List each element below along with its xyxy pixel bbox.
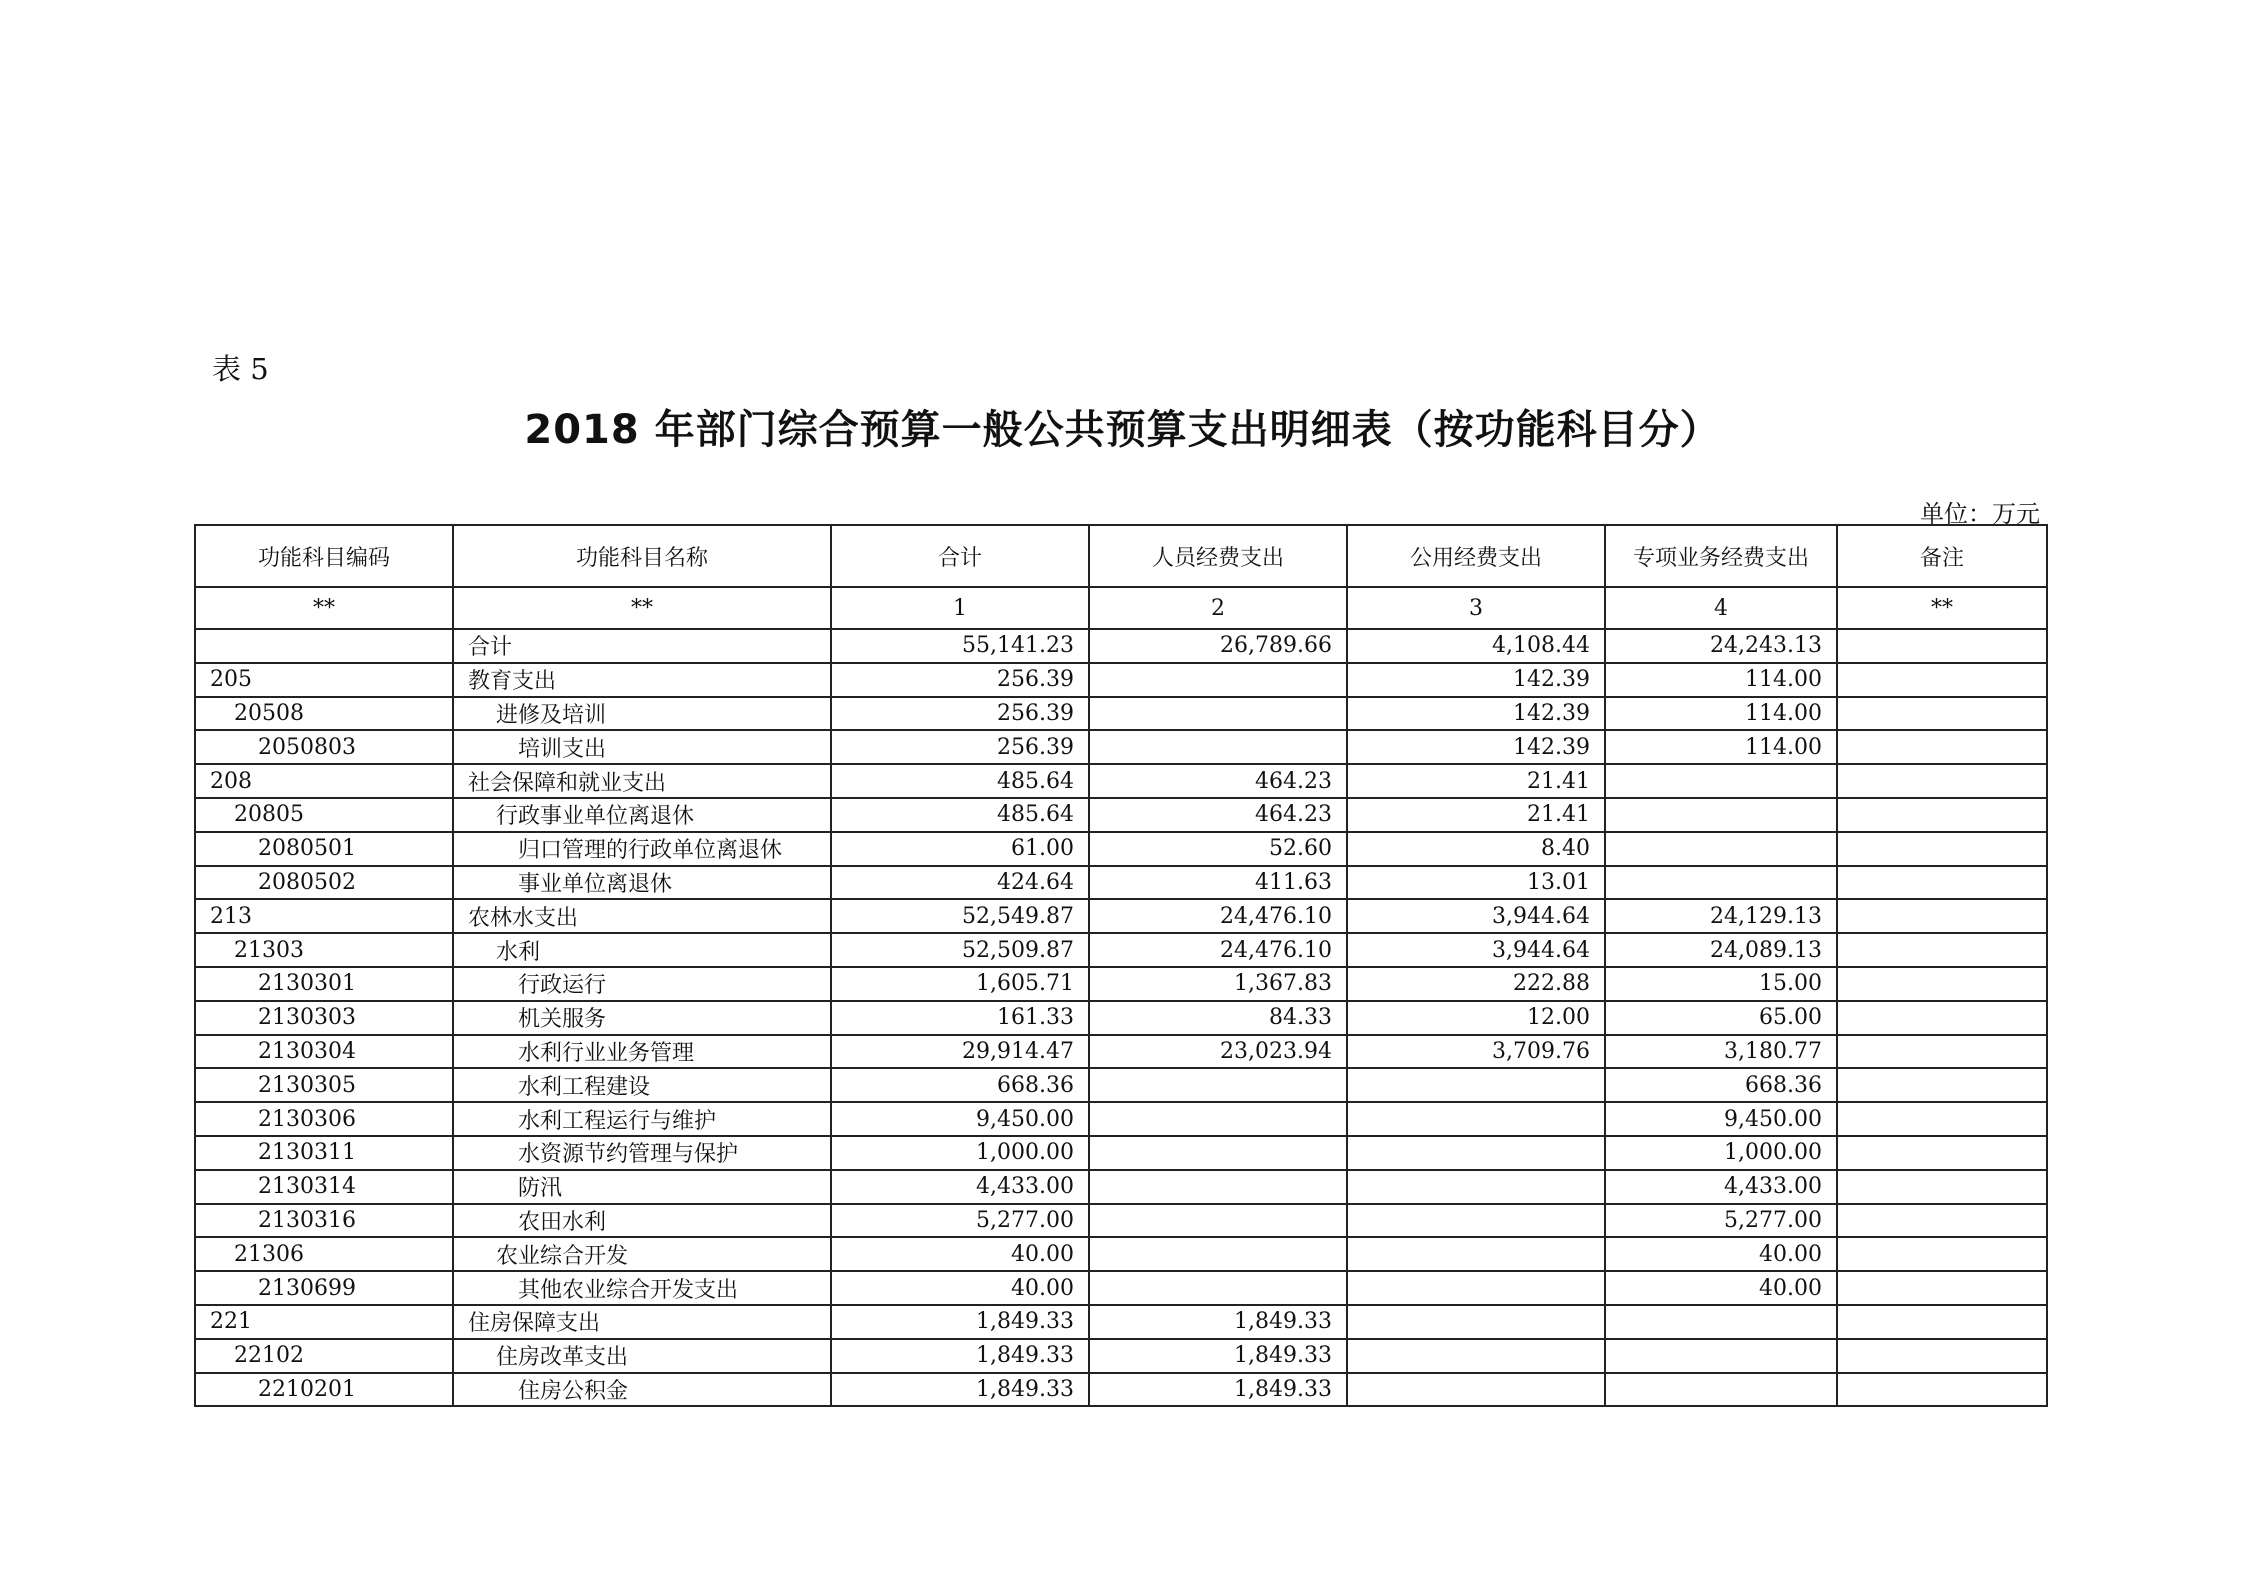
index-row (195, 587, 2047, 629)
cell-total: 40.00 (831, 1271, 1089, 1305)
cell-remarks (1837, 967, 2047, 1001)
cell-special (1605, 764, 1837, 798)
cell-code: 205 (195, 663, 453, 697)
cell-name: 培训支出 (453, 730, 831, 764)
cell-special: 9,450.00 (1605, 1102, 1837, 1136)
cell-personnel (1089, 697, 1347, 731)
cell-public (1347, 1237, 1605, 1271)
cell-public: 4,108.44 (1347, 629, 1605, 663)
header-code: 功能科目编码 (195, 525, 453, 587)
table-row (195, 697, 2047, 731)
cell-total: 256.39 (831, 730, 1089, 764)
header-special: 专项业务经费支出 (1605, 525, 1837, 587)
cell-remarks (1837, 629, 2047, 663)
cell-remarks (1837, 1068, 2047, 1102)
cell-remarks (1837, 1271, 2047, 1305)
cell-name: 防汛 (453, 1170, 831, 1204)
unit-label: 单位：万元 (1920, 500, 2040, 528)
cell-code: 2210201 (195, 1373, 453, 1407)
table-row (195, 663, 2047, 697)
cell-remarks (1837, 1170, 2047, 1204)
header-remarks: 备注 (1837, 525, 2047, 587)
cell-total: 1,849.33 (831, 1339, 1089, 1373)
table-row (195, 798, 2047, 832)
cell-code: 2130305 (195, 1068, 453, 1102)
table-row (195, 1305, 2047, 1339)
cell-remarks (1837, 1001, 2047, 1035)
cell-name: 归口管理的行政单位离退休 (453, 832, 831, 866)
table-row (195, 1237, 2047, 1271)
cell-code: 2130301 (195, 967, 453, 1001)
cell-personnel: 1,849.33 (1089, 1339, 1347, 1373)
cell-code: 2130306 (195, 1102, 453, 1136)
cell-personnel: 26,789.66 (1089, 629, 1347, 663)
cell-remarks (1837, 1237, 2047, 1271)
cell-name: 住房公积金 (453, 1373, 831, 1407)
cell-code: 2080502 (195, 866, 453, 900)
cell-personnel: 24,476.10 (1089, 899, 1347, 933)
cell-public: 12.00 (1347, 1001, 1605, 1035)
cell-special: 40.00 (1605, 1237, 1837, 1271)
cell-total: 40.00 (831, 1237, 1089, 1271)
cell-remarks (1837, 866, 2047, 900)
table-row (195, 1170, 2047, 1204)
document-title: 2018 年部门综合预算一般公共预算支出明细表（按功能科目分） (524, 407, 1721, 453)
cell-total: 61.00 (831, 832, 1089, 866)
cell-name: 其他农业综合开发支出 (453, 1271, 831, 1305)
cell-personnel: 84.33 (1089, 1001, 1347, 1035)
cell-remarks (1837, 1204, 2047, 1238)
cell-personnel (1089, 1204, 1347, 1238)
cell-total: 1,000.00 (831, 1136, 1089, 1170)
cell-special: 15.00 (1605, 967, 1837, 1001)
cell-personnel (1089, 730, 1347, 764)
cell-name: 住房保障支出 (453, 1305, 831, 1339)
cell-special (1605, 1305, 1837, 1339)
cell-public: 3,709.76 (1347, 1035, 1605, 1069)
cell-code: 2130303 (195, 1001, 453, 1035)
cell-remarks (1837, 1339, 2047, 1373)
cell-special: 24,243.13 (1605, 629, 1837, 663)
cell-remarks (1837, 1305, 2047, 1339)
table-row (195, 1339, 2047, 1373)
header-public: 公用经费支出 (1347, 525, 1605, 587)
cell-total: 5,277.00 (831, 1204, 1089, 1238)
cell-remarks (1837, 1373, 2047, 1407)
cell-remarks (1837, 730, 2047, 764)
cell-special: 24,089.13 (1605, 933, 1837, 967)
cell-remarks (1837, 697, 2047, 731)
cell-code: 21306 (195, 1237, 453, 1271)
header-name: 功能科目名称 (453, 525, 831, 587)
cell-personnel (1089, 1271, 1347, 1305)
header-personnel: 人员经费支出 (1089, 525, 1347, 587)
cell-remarks (1837, 1102, 2047, 1136)
cell-personnel: 1,849.33 (1089, 1373, 1347, 1407)
index-public: 3 (1347, 587, 1605, 629)
budget-table (194, 524, 2048, 1407)
cell-public (1347, 1136, 1605, 1170)
cell-code: 2080501 (195, 832, 453, 866)
index-remarks: ** (1837, 587, 2047, 629)
table-label: 表 5 (212, 352, 269, 386)
cell-public: 142.39 (1347, 697, 1605, 731)
cell-special: 40.00 (1605, 1271, 1837, 1305)
cell-personnel (1089, 1136, 1347, 1170)
cell-name: 社会保障和就业支出 (453, 764, 831, 798)
cell-personnel (1089, 1068, 1347, 1102)
cell-name: 合计 (453, 629, 831, 663)
cell-personnel (1089, 1102, 1347, 1136)
cell-total: 424.64 (831, 866, 1089, 900)
table-row (195, 832, 2047, 866)
cell-total: 55,141.23 (831, 629, 1089, 663)
index-name: ** (453, 587, 831, 629)
cell-personnel: 1,849.33 (1089, 1305, 1347, 1339)
table-row (195, 764, 2047, 798)
cell-name: 水利工程运行与维护 (453, 1102, 831, 1136)
cell-code: 221 (195, 1305, 453, 1339)
table-row (195, 1001, 2047, 1035)
cell-code: 2130314 (195, 1170, 453, 1204)
cell-public: 3,944.64 (1347, 899, 1605, 933)
cell-public: 3,944.64 (1347, 933, 1605, 967)
cell-code: 208 (195, 764, 453, 798)
cell-public (1347, 1339, 1605, 1373)
cell-personnel: 24,476.10 (1089, 933, 1347, 967)
table-row (195, 1102, 2047, 1136)
table-row (195, 730, 2047, 764)
cell-total: 256.39 (831, 663, 1089, 697)
cell-special (1605, 866, 1837, 900)
table-row (195, 1204, 2047, 1238)
cell-total: 485.64 (831, 798, 1089, 832)
cell-name: 农林水支出 (453, 899, 831, 933)
table-body (195, 629, 2047, 1406)
cell-name: 行政事业单位离退休 (453, 798, 831, 832)
cell-personnel: 464.23 (1089, 798, 1347, 832)
cell-total: 1,605.71 (831, 967, 1089, 1001)
cell-code: 21303 (195, 933, 453, 967)
cell-name: 教育支出 (453, 663, 831, 697)
cell-total: 256.39 (831, 697, 1089, 731)
cell-special: 24,129.13 (1605, 899, 1837, 933)
cell-code: 2130316 (195, 1204, 453, 1238)
cell-personnel: 23,023.94 (1089, 1035, 1347, 1069)
cell-remarks (1837, 899, 2047, 933)
cell-remarks (1837, 798, 2047, 832)
cell-public: 142.39 (1347, 730, 1605, 764)
table-row (195, 866, 2047, 900)
cell-name: 农业综合开发 (453, 1237, 831, 1271)
cell-remarks (1837, 1035, 2047, 1069)
header-total: 合计 (831, 525, 1089, 587)
cell-remarks (1837, 1136, 2047, 1170)
cell-public (1347, 1373, 1605, 1407)
cell-special (1605, 832, 1837, 866)
index-special: 4 (1605, 587, 1837, 629)
table-row (195, 1136, 2047, 1170)
cell-code: 20508 (195, 697, 453, 731)
cell-code: 213 (195, 899, 453, 933)
cell-public (1347, 1068, 1605, 1102)
cell-remarks (1837, 832, 2047, 866)
cell-special (1605, 1339, 1837, 1373)
cell-code: 22102 (195, 1339, 453, 1373)
cell-personnel (1089, 1170, 1347, 1204)
cell-code: 20805 (195, 798, 453, 832)
cell-public: 13.01 (1347, 866, 1605, 900)
table-row (195, 967, 2047, 1001)
cell-personnel (1089, 1237, 1347, 1271)
cell-public (1347, 1204, 1605, 1238)
cell-special: 114.00 (1605, 663, 1837, 697)
cell-special: 5,277.00 (1605, 1204, 1837, 1238)
cell-personnel: 411.63 (1089, 866, 1347, 900)
cell-total: 4,433.00 (831, 1170, 1089, 1204)
cell-total: 52,509.87 (831, 933, 1089, 967)
cell-remarks (1837, 764, 2047, 798)
cell-name: 水利行业业务管理 (453, 1035, 831, 1069)
cell-name: 机关服务 (453, 1001, 831, 1035)
cell-special: 3,180.77 (1605, 1035, 1837, 1069)
cell-code: 2130699 (195, 1271, 453, 1305)
cell-code: 2130304 (195, 1035, 453, 1069)
cell-name: 住房改革支出 (453, 1339, 831, 1373)
cell-total: 161.33 (831, 1001, 1089, 1035)
cell-name: 农田水利 (453, 1204, 831, 1238)
cell-special: 1,000.00 (1605, 1136, 1837, 1170)
cell-total: 1,849.33 (831, 1373, 1089, 1407)
cell-total: 485.64 (831, 764, 1089, 798)
index-code: ** (195, 587, 453, 629)
cell-code (195, 629, 453, 663)
cell-special (1605, 1373, 1837, 1407)
header-row (195, 525, 2047, 587)
cell-special: 114.00 (1605, 697, 1837, 731)
cell-public (1347, 1102, 1605, 1136)
table-row (195, 1271, 2047, 1305)
table-row (195, 933, 2047, 967)
cell-personnel: 1,367.83 (1089, 967, 1347, 1001)
cell-special: 65.00 (1605, 1001, 1837, 1035)
cell-name: 水资源节约管理与保护 (453, 1136, 831, 1170)
cell-special (1605, 798, 1837, 832)
cell-personnel: 464.23 (1089, 764, 1347, 798)
cell-public: 222.88 (1347, 967, 1605, 1001)
cell-public: 21.41 (1347, 764, 1605, 798)
table-row (195, 899, 2047, 933)
table-row (195, 629, 2047, 663)
cell-public (1347, 1170, 1605, 1204)
cell-name: 事业单位离退休 (453, 866, 831, 900)
index-total: 1 (831, 587, 1089, 629)
table-row (195, 1068, 2047, 1102)
cell-name: 行政运行 (453, 967, 831, 1001)
cell-public: 142.39 (1347, 663, 1605, 697)
table-row (195, 1373, 2047, 1407)
cell-special: 4,433.00 (1605, 1170, 1837, 1204)
cell-code: 2130311 (195, 1136, 453, 1170)
cell-total: 1,849.33 (831, 1305, 1089, 1339)
cell-public (1347, 1271, 1605, 1305)
cell-personnel (1089, 663, 1347, 697)
cell-name: 水利 (453, 933, 831, 967)
cell-public (1347, 1305, 1605, 1339)
cell-special: 114.00 (1605, 730, 1837, 764)
cell-public: 8.40 (1347, 832, 1605, 866)
cell-name: 进修及培训 (453, 697, 831, 731)
cell-code: 2050803 (195, 730, 453, 764)
cell-total: 9,450.00 (831, 1102, 1089, 1136)
cell-total: 52,549.87 (831, 899, 1089, 933)
index-personnel: 2 (1089, 587, 1347, 629)
cell-personnel: 52.60 (1089, 832, 1347, 866)
cell-public: 21.41 (1347, 798, 1605, 832)
cell-remarks (1837, 663, 2047, 697)
cell-total: 29,914.47 (831, 1035, 1089, 1069)
cell-name: 水利工程建设 (453, 1068, 831, 1102)
cell-remarks (1837, 933, 2047, 967)
cell-special: 668.36 (1605, 1068, 1837, 1102)
table-row (195, 1035, 2047, 1069)
cell-total: 668.36 (831, 1068, 1089, 1102)
